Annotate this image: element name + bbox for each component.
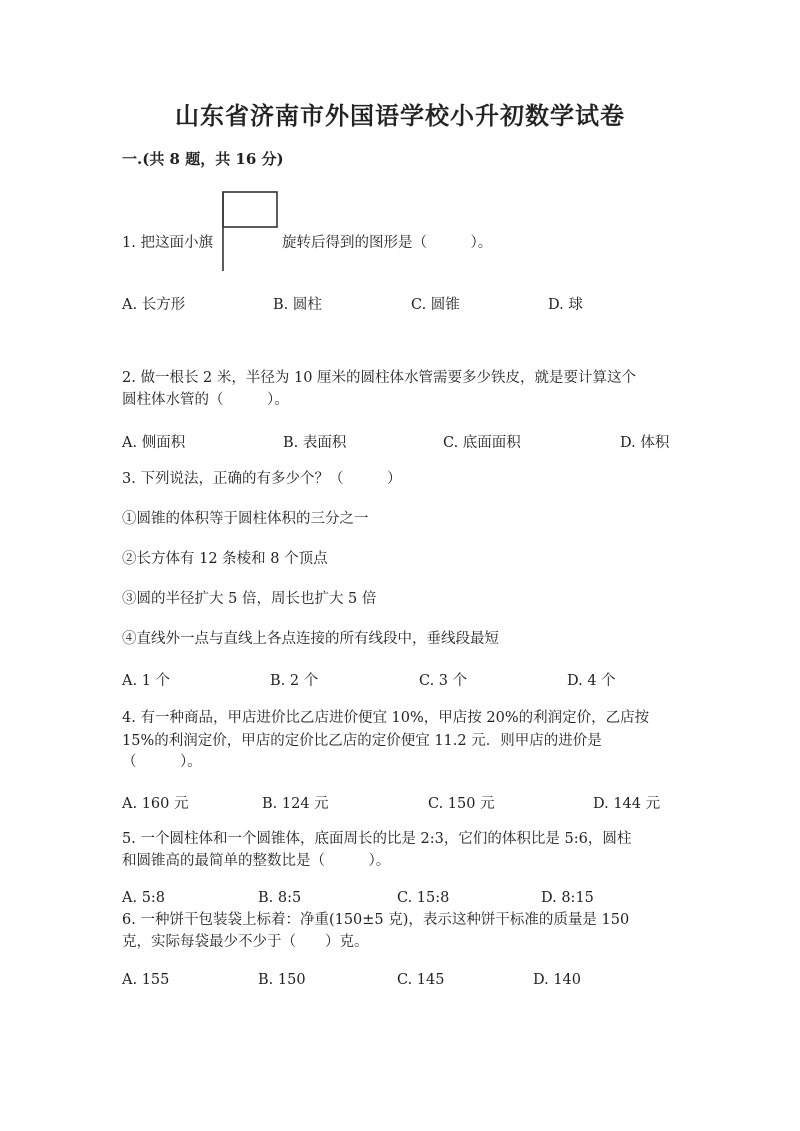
question-6-line-1: 6. 一种饼干包装袋上标着：净重(150±5 克)，表示这种饼干标准的质量是 150 [122,912,630,928]
q6-option-c: C. 145 [397,972,445,988]
q3-option-a: A. 1 个 [122,673,171,689]
q2-option-b: B. 表面积 [283,435,347,451]
q2-option-c: C. 底面面积 [443,435,521,451]
q3-statement-4: ④直线外一点与直线上各点连接的所有线段中，垂线段最短 [122,631,499,647]
q3-option-b: B. 2 个 [270,673,319,689]
q3-statement-1: ①圆锥的体积等于圆柱体积的三分之一 [122,511,369,527]
question-4-line-3: （ ）。 [122,754,202,770]
question-5-line-1: 5. 一个圆柱体和一个圆锥体，底面周长的比是 2:3，它们的体积比是 5:6，圆柱 [122,831,632,847]
question-4-line-2: 15%的利润定价，甲店的定价比乙店的定价便宜 11.2 元．则甲店的进价是 [122,733,602,749]
q4-option-b: B. 124 元 [262,796,329,812]
question-1-stem-start: 1. 把这面小旗 [122,235,213,251]
q5-option-b: B. 8:5 [258,890,302,906]
q1-option-c: C. 圆锥 [411,297,460,313]
q1-option-d: D. 球 [548,297,583,313]
q2-option-a: A. 侧面积 [122,435,186,451]
q5-option-c: C. 15:8 [397,890,450,906]
question-2-line-2: 圆柱体水管的（ ）。 [122,392,289,408]
question-4-line-1: 4. 有一种商品，甲店进价比乙店进价便宜 10%，甲店按 20%的利润定价，乙店按 [122,710,650,726]
q4-option-a: A. 160 元 [122,796,189,812]
page-title: 山东省济南市外国语学校小升初数学试卷 [175,101,625,130]
question-6-line-2: 克，实际每袋最少不少于（ ）克。 [122,934,369,950]
q6-option-a: A. 155 [122,972,170,988]
q2-option-d: D. 体积 [620,435,670,451]
question-5-line-2: 和圆锥高的最简单的整数比是（ ）。 [122,853,391,869]
q4-option-d: D. 144 元 [593,796,661,812]
question-3-stem: 3. 下列说法，正确的有多少个？（ ） [122,471,402,487]
q6-option-b: B. 150 [258,972,306,988]
q3-option-d: D. 4 个 [567,673,616,689]
question-1-stem-end: 旋转后得到的图形是（ ）。 [282,235,493,251]
q3-statement-2: ②长方体有 12 条棱和 8 个顶点 [122,551,328,567]
question-2-line-1: 2. 做一根长 2 米，半径为 10 厘米的圆柱体水管需要多少铁皮，就是要计算这个 [122,370,637,386]
flag-figure [220,189,282,273]
q3-statement-3: ③圆的半径扩大 5 倍，周长也扩大 5 倍 [122,591,377,607]
q1-option-b: B. 圆柱 [273,297,322,313]
q5-option-a: A. 5:8 [122,890,166,906]
q1-option-a: A. 长方形 [122,297,186,313]
q6-option-d: D. 140 [533,972,582,988]
q5-option-d: D. 8:15 [541,890,594,906]
section-header: 一.(共 8 题，共 16 分) [122,150,284,168]
q3-option-c: C. 3 个 [419,673,468,689]
flag-cloth [223,192,277,227]
q4-option-c: C. 150 元 [428,796,495,812]
